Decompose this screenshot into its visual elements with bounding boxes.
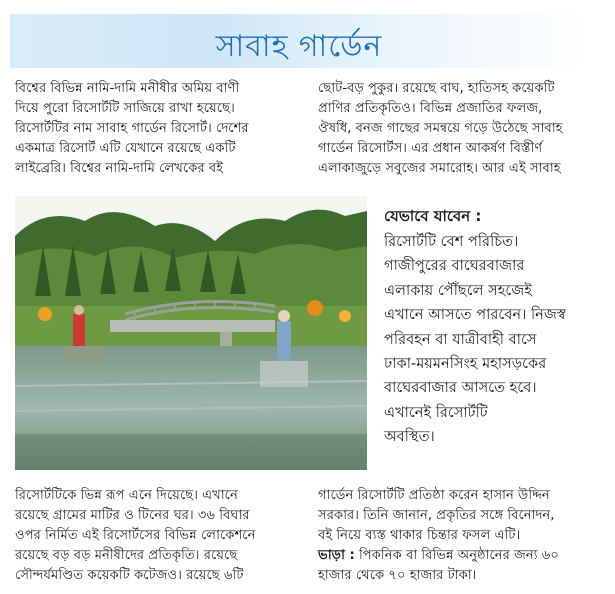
text-line: এলাকায় পৌঁছলে সহজেই — [384, 281, 532, 299]
text-line: দিয়ে পুরো রিসোর্টটি সাজিয়ে রাখা হয়েছে। — [15, 101, 235, 116]
text-line: রয়েছে গ্রামের মাটির ও টিনের ঘর। ৩৬ বিঘার — [15, 508, 250, 523]
top-left-column — [15, 79, 249, 179]
text-line: প্রাণির প্রতিকৃতিও। বিভিন্ন প্রজাতির ফলজ, — [318, 101, 543, 116]
text-line: গার্ডেন রিসোর্টটি প্রতিষ্ঠা করেন হাসান উদ্দিন — [318, 488, 550, 503]
text-line: ওপর নির্মিত এই রিসোর্টসের বিভিন্ন লোকেশনে — [15, 528, 256, 543]
text-line: অবস্থিত। — [384, 428, 435, 446]
text-line: ঢাকা-ময়মনসিংহ মহাসড়কের — [384, 355, 547, 373]
text-line: রিসোর্টটিকে ভিন্ন রূপ এনে দিয়েছে। এখানে — [15, 488, 238, 503]
title-banner — [10, 14, 588, 68]
text-line: সৌন্দর্যমণ্ডিত কয়েকটি কটেজও। রয়েছে ৬টি — [15, 568, 244, 583]
text-line: ঔষধি, বনজ গাছের সমন্বয়ে গড়ে উঠেছে সাবাহ — [318, 121, 563, 136]
text-line: এখানেই রিসোর্টটি — [384, 403, 488, 421]
text-line: রিসোর্টটির নাম সাবাহ গার্ডেন রিসোর্ট। দেশের — [15, 121, 249, 136]
text-line: বিশ্বের বিভিন্ন নামি-দামি মনীষীর অমিয় বাণী — [15, 81, 240, 96]
text-line: একমাত্র রিসোর্ট এটি যেখানে রয়েছে একটি — [15, 141, 236, 156]
bottom-right-column — [318, 486, 559, 586]
text-line: হাজার থেকে ৭০ হাজার টাকা। — [318, 568, 477, 583]
fare-line — [318, 546, 559, 566]
fare-label: ভাড়া : — [318, 548, 355, 563]
directions-column — [384, 230, 566, 450]
text-line: রিসোর্টটি বেশ পরিচিত। — [384, 233, 519, 250]
text-line: এলাকাজুড়ে সবুজের সমারোহ। আর এই সাবাহ — [318, 161, 561, 176]
text-line: বই নিয়ে ব্যস্ত থাকার চিন্তার ফসল এটি। — [318, 528, 521, 543]
text-line: লাইব্রেরি। বিশ্বের নামি-দামি লেখকের বই — [15, 161, 224, 176]
text-line: বাঘেরবাজার আসতে হবে। — [384, 379, 537, 397]
fare-text: পিকনিক বা বিভিন্ন অনুষ্ঠানের জন্য ৬০ — [358, 548, 559, 563]
text-line: রয়েছে বড় বড় মনীষীদের প্রতিকৃতি। রয়েছে — [15, 548, 238, 563]
text-line: এখানে আসতে পারবেন। নিজস্ব — [384, 306, 566, 324]
bottom-left-column — [15, 486, 255, 586]
top-right-column — [318, 79, 563, 179]
text-line: সরকার। তিনি জানান, প্রকৃতির সঙ্গে বিনোদন, — [318, 508, 555, 523]
text-line: গার্ডেন রিসোর্টস। এর প্রধান আকর্ষণ বিস্তীর্ণ — [318, 141, 543, 156]
text-line: গাজীপুরের বাঘেরবাজার — [384, 257, 525, 275]
resort-photo — [15, 196, 367, 470]
page-title: সাবাহ গার্ডেন — [215, 29, 383, 64]
text-line: পরিবহন বা যাত্রীবাহী বাসে — [384, 330, 537, 348]
text-line: ছোট-বড় পুকুর। রয়েছে বাঘ, হাতিসহ কয়েকটি — [318, 81, 555, 96]
directions-heading: যেভাবে যাবেন : — [384, 207, 482, 225]
